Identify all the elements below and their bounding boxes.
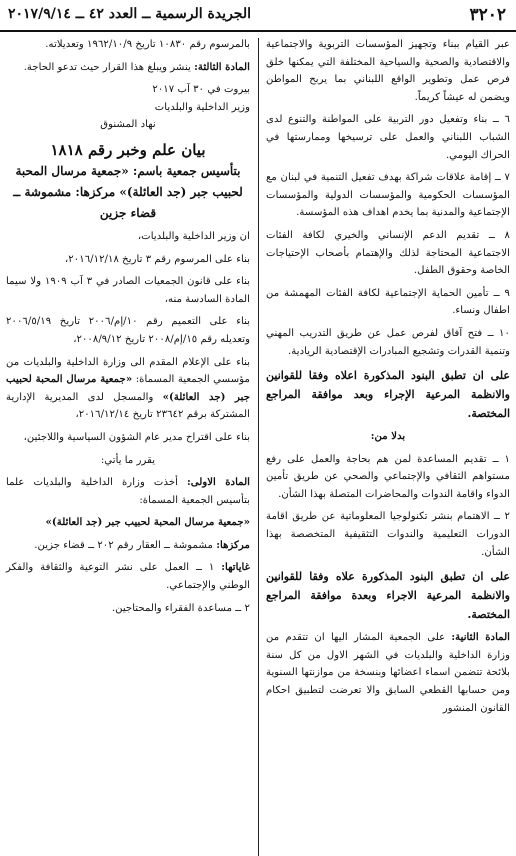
paragraph: بناء على التعميم رقم ١٠/إم/٢٠٠٦ تاريخ ٢٠٠٦/٥/١٩ وتعديله رقم ١٥/إم/٢٠٠٨ تاريخ ٢٠٠٨/٩/١٢، [6,316,251,345]
paragraph: عبر القيام ببناء وتجهيز المؤسسات التربوية والاجتماعية والاقتصادية والصحية والسياحية المختلفة التي يمكنها خلق فرص عمل وتطوير الواقع اللبناني بما يربح المواطن ويضمن له عيشاً كريماً. [266,39,510,103]
goals-label: غاياتها: [221,561,250,574]
page-number: ٣٢٠٢ [469,5,506,25]
right-column [266,36,510,722]
list-item: ٩ ــ تأمين الحماية الإجتماعية لكافة الفئات المهمشة من اطفال ونساء. [266,287,510,317]
headquarters [6,537,250,555]
list-item: ٨ ــ تقديم الدعم الإنساني والخيري لكافة الفئات الاجتماعية المحتاجة لذلك والإهتمام بأصحاب الإحتياجات الخاصة وحقوق الطفل. [266,229,510,277]
condition-clause: على ان تطبق البنود المذكورة علاه وفقا للقوانين والانظمة المرعية الاجراء وبعدة موافقة المراجع المختصة. [266,570,510,622]
condition-clause: على ان تطبق البنود المذكورة اعلاه وفقا للقوانين والانظمة المرعية الإجراء وبعد موافقة المراجع المختصة. [266,369,510,421]
paragraph: بناء على المرسوم رقم ٣ تاريخ ٢٠١٦/١٢/١٨، [65,253,250,265]
hq-text: مشموشة ــ العقار رقم ٢٠٢ ــ قضاء جزين. [34,539,217,551]
hq-label: مركزها: [216,538,250,551]
list-item: ١ ــ تقديم المساعدة لمن هم بحاجة والعمل على رفع مستواهم الثقافي والإجتماعي والصحي عن طريق تأمين الدواء واقامة الندوات والمحاضرات المتصلة بهذا الشأن. [266,453,510,500]
list-item: ٦ ــ بناء وتفعيل دور التربية على المواطنة والتنوع لدى الشباب اللبناني والعمل على ترسيخها وممارستها في الحراك اليومي. [266,114,510,161]
paragraph: بالمرسوم رقم ١٠٨٣٠ تاريخ ١٩٦٢/١٠/٩ وتعديلاته. [45,39,250,50]
text: بناء على الإعلام المقدم الى وزارة الداخلية والبلديات من مؤسسي الجمعية المسماة: [6,356,250,386]
goals-text: ١ ــ العمل على نشر التوعية والثقافة والفكر الوطني والإجتماعي. [6,562,250,592]
goals [6,559,250,594]
list-item: ١٠ ــ فتح آفاق لفرص عمل عن طريق التدريب المهني وتنمية القدرات وتشجيع المبادرات الإقتصادية الريادية. [266,327,510,357]
association-name: «جمعية مرسال المحبة لحبيب جبر (جد العائلة)» [6,373,250,403]
notice-subtitle: بتأسيس جمعية باسم: «جمعية مرسال المحبة لحبيب جبر (جد العائلة)» مركزها: مشموشة ــ قضاء جزين [13,163,243,220]
paragraph: بناء على اقتراح مدير عام الشؤون السياسية واللاجئين، [23,431,250,443]
gazette-issue-info: الجريدة الرسمية ــ العدد ٤٢ ــ ٢٠١٧/٩/١٤ [8,6,251,22]
paragraph: ان وزير الداخلية والبلديات، [137,230,250,242]
place-date: بيروت في ٣٠ آب ٢٠١٧ [152,84,250,96]
left-column [6,36,250,622]
article-one [6,474,250,509]
paragraph [6,354,250,424]
article-label: المادة الثالثة: [194,60,250,73]
paragraph: بناء على قانون الجمعيات الصادر في ٣ آب ١٩٠٩ ولا سيما المادة السادسة منه، [6,276,250,305]
minister-name: نهاد المشنوق [100,119,156,131]
association-name: «جمعية مرسال المحبة لحبيب جبر (جد العائلة)» [45,516,250,529]
notice-title: بيان علم وخبر رقم ١٨١٨ [50,140,206,159]
article-two [266,629,510,717]
list-item: ٢ ــ مساعدة الفقراء والمحتاجين. [111,602,250,614]
text: والمسجل لدى المديرية الإدارية المشتركة برقم ٢٣٦٤٢ تاريخ ٢٠١٦/١٢/١٤، [6,391,250,421]
article-text: ينشر ويبلغ هذا القرار حيث تدعو الحاجة. [23,61,195,73]
list-item: ٧ ــ إقامة علاقات شراكة بهدف تفعيل التنمية في لبنان مع المؤسسات الحكومية والمؤسسات الدولية والمؤسسات الإجتماعية والمدنية بما يخدم اهداف هذه المؤسسة. [266,172,510,219]
article-text: أخذت وزارة الداخلية والبلديات علما بتأسيس الجمعية المسماة: [6,477,250,506]
decision-heading: يقرر ما يأتي: [100,454,156,466]
article-text: على الجمعية المشار اليها ان تتقدم من وزارة الداخلية والبلديات في الشهر الاول من كل سنة بلائحة تتضمن اسماء اعضائها وبنسخة من موازنتها السنوية ومن حسابها القطعي السابق والا تعرضت لتطبيق احكام القانون المنشور [266,632,510,714]
article-label: المادة الاولى: [186,476,250,489]
minister-title: وزير الداخلية والبلديات [154,101,250,113]
page-header [0,0,516,32]
article-three [6,59,250,77]
column-divider [258,38,259,856]
article-label: المادة الثانية: [451,631,511,644]
list-item: ٢ ــ الاهتمام بنشر تكنولوجيا المعلوماتية عن طريق اقامة الدورات التعليمية والندوات التثقيفية المتخصصة بهذا الشأن. [266,511,510,558]
instead-heading: بدلا من: [370,430,406,443]
